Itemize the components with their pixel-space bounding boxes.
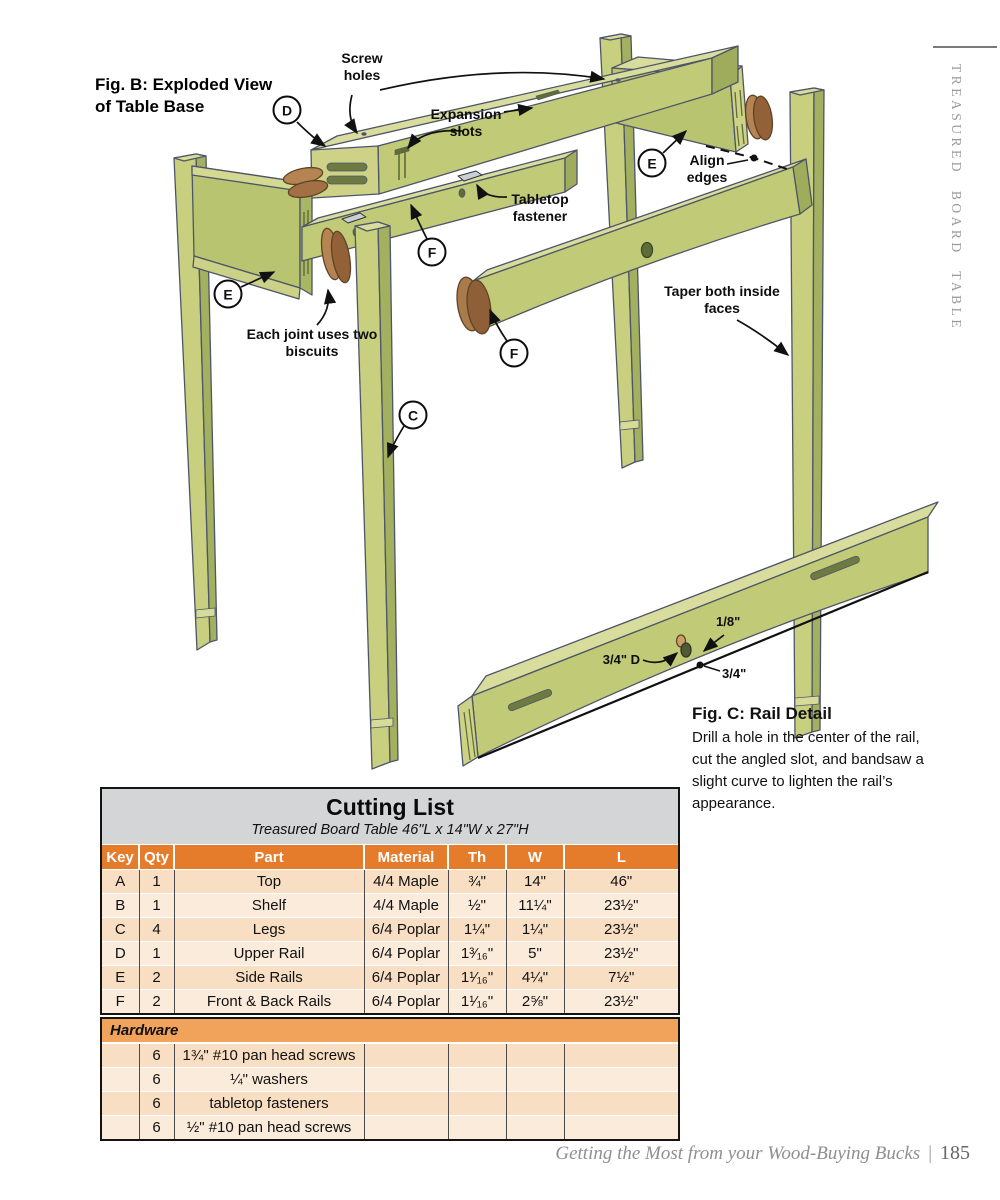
cell: ½"	[448, 894, 506, 918]
cell: 2	[139, 990, 174, 1014]
cell: 6	[139, 1068, 174, 1092]
table-row	[102, 918, 678, 942]
label-align-edges: Align edges	[686, 152, 728, 186]
label-taper-inside-faces: Taper both inside faces	[664, 283, 780, 317]
cell: 1	[139, 870, 174, 894]
footer-chapter-title: Getting the Most from your Wood-Buying Bucks	[555, 1143, 921, 1164]
label-screw-holes: Screw holes	[341, 50, 383, 84]
table-row	[102, 1044, 678, 1068]
cell	[564, 1092, 678, 1116]
cell	[364, 1044, 448, 1068]
footer-separator: |	[928, 1143, 932, 1164]
cell	[506, 1068, 564, 1092]
cell: 23½"	[564, 894, 678, 918]
cell: E	[102, 966, 139, 990]
cell: 1	[139, 942, 174, 966]
cell: ½" #10 pan head screws	[174, 1116, 364, 1140]
cell	[102, 1044, 139, 1068]
table-row	[102, 894, 678, 918]
cell	[364, 1092, 448, 1116]
cell: 6	[139, 1116, 174, 1140]
page-number: 185	[940, 1142, 970, 1164]
cell	[506, 1044, 564, 1068]
cell: B	[102, 894, 139, 918]
cutting-list	[100, 787, 680, 1015]
label-tabletop-fastener: Tabletop fastener	[511, 191, 569, 225]
table-row	[102, 990, 678, 1014]
cell: Side Rails	[174, 966, 364, 990]
cell: 6/4 Poplar	[364, 942, 448, 966]
cell	[564, 1116, 678, 1140]
cell: 2⅝"	[506, 990, 564, 1014]
fig-c-title: Fig. C: Rail Detail	[692, 704, 832, 723]
col-l: L	[564, 845, 678, 870]
fig-c-caption	[692, 704, 932, 815]
cell: Upper Rail	[174, 942, 364, 966]
table-row	[102, 1116, 678, 1140]
callout-f-upper: F	[418, 238, 447, 267]
table-header-row	[102, 845, 678, 870]
callout-f-lower: F	[500, 339, 529, 368]
hardware-list	[100, 1017, 680, 1141]
cell	[448, 1044, 506, 1068]
fig-c-body: Drill a hole in the center of the rail, cut the angled slot, and bandsaw a slight curve to lighten the rail’s appearance.	[692, 729, 924, 813]
cell: A	[102, 870, 139, 894]
col-part: Part	[174, 845, 364, 870]
cell: 1³⁄₁₆"	[448, 942, 506, 966]
cell: Top	[174, 870, 364, 894]
cell: 6	[139, 1092, 174, 1116]
cell: Front & Back Rails	[174, 990, 364, 1014]
callout-c: C	[399, 401, 428, 430]
cell: ¼" washers	[174, 1068, 364, 1092]
page-footer	[555, 1142, 970, 1165]
cell: 14"	[506, 870, 564, 894]
cell: 1¹⁄₁₆"	[448, 966, 506, 990]
callout-e-right: E	[638, 149, 667, 178]
callout-e-left: E	[214, 280, 243, 309]
cell	[364, 1116, 448, 1140]
col-key: Key	[102, 845, 139, 870]
col-th: Th	[448, 845, 506, 870]
cell: 4	[139, 918, 174, 942]
cell	[448, 1068, 506, 1092]
cell	[102, 1116, 139, 1140]
cell: 7½"	[564, 966, 678, 990]
cell	[506, 1092, 564, 1116]
cell	[448, 1116, 506, 1140]
cell: tabletop fasteners	[174, 1092, 364, 1116]
cell: 2	[139, 966, 174, 990]
cell: 46"	[564, 870, 678, 894]
table-row	[102, 1068, 678, 1092]
col-w: W	[506, 845, 564, 870]
cell	[448, 1092, 506, 1116]
cell: 6/4 Poplar	[364, 990, 448, 1014]
cell: 4¼"	[506, 966, 564, 990]
dim-three-quarter: 3/4"	[722, 666, 747, 681]
cutting-list-header	[102, 789, 678, 845]
cell: 1¼"	[448, 918, 506, 942]
cutting-list-subtitle: Treasured Board Table 46"L x 14"W x 27"H	[251, 822, 529, 838]
label-expansion-slots: Expansion slots	[430, 106, 502, 140]
cell	[364, 1068, 448, 1092]
dim-one-eighth: 1/8"	[716, 614, 741, 629]
table-row	[102, 942, 678, 966]
cell: Legs	[174, 918, 364, 942]
cell: F	[102, 990, 139, 1014]
cell: 1¼"	[506, 918, 564, 942]
cell	[102, 1092, 139, 1116]
cell: 5"	[506, 942, 564, 966]
cell: 4/4 Maple	[364, 894, 448, 918]
cell: 23½"	[564, 942, 678, 966]
cutting-list-title: Cutting List	[326, 794, 454, 820]
table-row	[102, 966, 678, 990]
cell: 1¾" #10 pan head screws	[174, 1044, 364, 1068]
cell: 1¹⁄₁₆"	[448, 990, 506, 1014]
table-row	[102, 870, 678, 894]
cell: 4/4 Maple	[364, 870, 448, 894]
cell	[506, 1116, 564, 1140]
fig-b-title: Fig. B: Exploded View of Table Base	[95, 75, 273, 117]
table-row	[102, 1092, 678, 1116]
sidebar-rule	[933, 46, 997, 48]
cell: 11¼"	[506, 894, 564, 918]
dim-three-quarter-d: 3/4" D	[602, 652, 640, 667]
col-qty: Qty	[139, 845, 174, 870]
cell: C	[102, 918, 139, 942]
cell	[564, 1068, 678, 1092]
cell: 6	[139, 1044, 174, 1068]
cell: 1	[139, 894, 174, 918]
label-two-biscuits: Each joint uses two biscuits	[246, 326, 378, 360]
hardware-title: Hardware	[102, 1019, 678, 1043]
cell	[102, 1068, 139, 1092]
cutting-list-table	[102, 845, 678, 1013]
hardware-table	[102, 1043, 678, 1139]
cell: ¾"	[448, 870, 506, 894]
cell: 23½"	[564, 918, 678, 942]
cell: 23½"	[564, 990, 678, 1014]
sidebar-chapter-title: TREASURED BOARD TABLE	[949, 64, 964, 332]
col-material: Material	[364, 845, 448, 870]
cell: 6/4 Poplar	[364, 966, 448, 990]
cell: Shelf	[174, 894, 364, 918]
cell: D	[102, 942, 139, 966]
cell	[564, 1044, 678, 1068]
callout-d: D	[273, 96, 302, 125]
cell: 6/4 Poplar	[364, 918, 448, 942]
